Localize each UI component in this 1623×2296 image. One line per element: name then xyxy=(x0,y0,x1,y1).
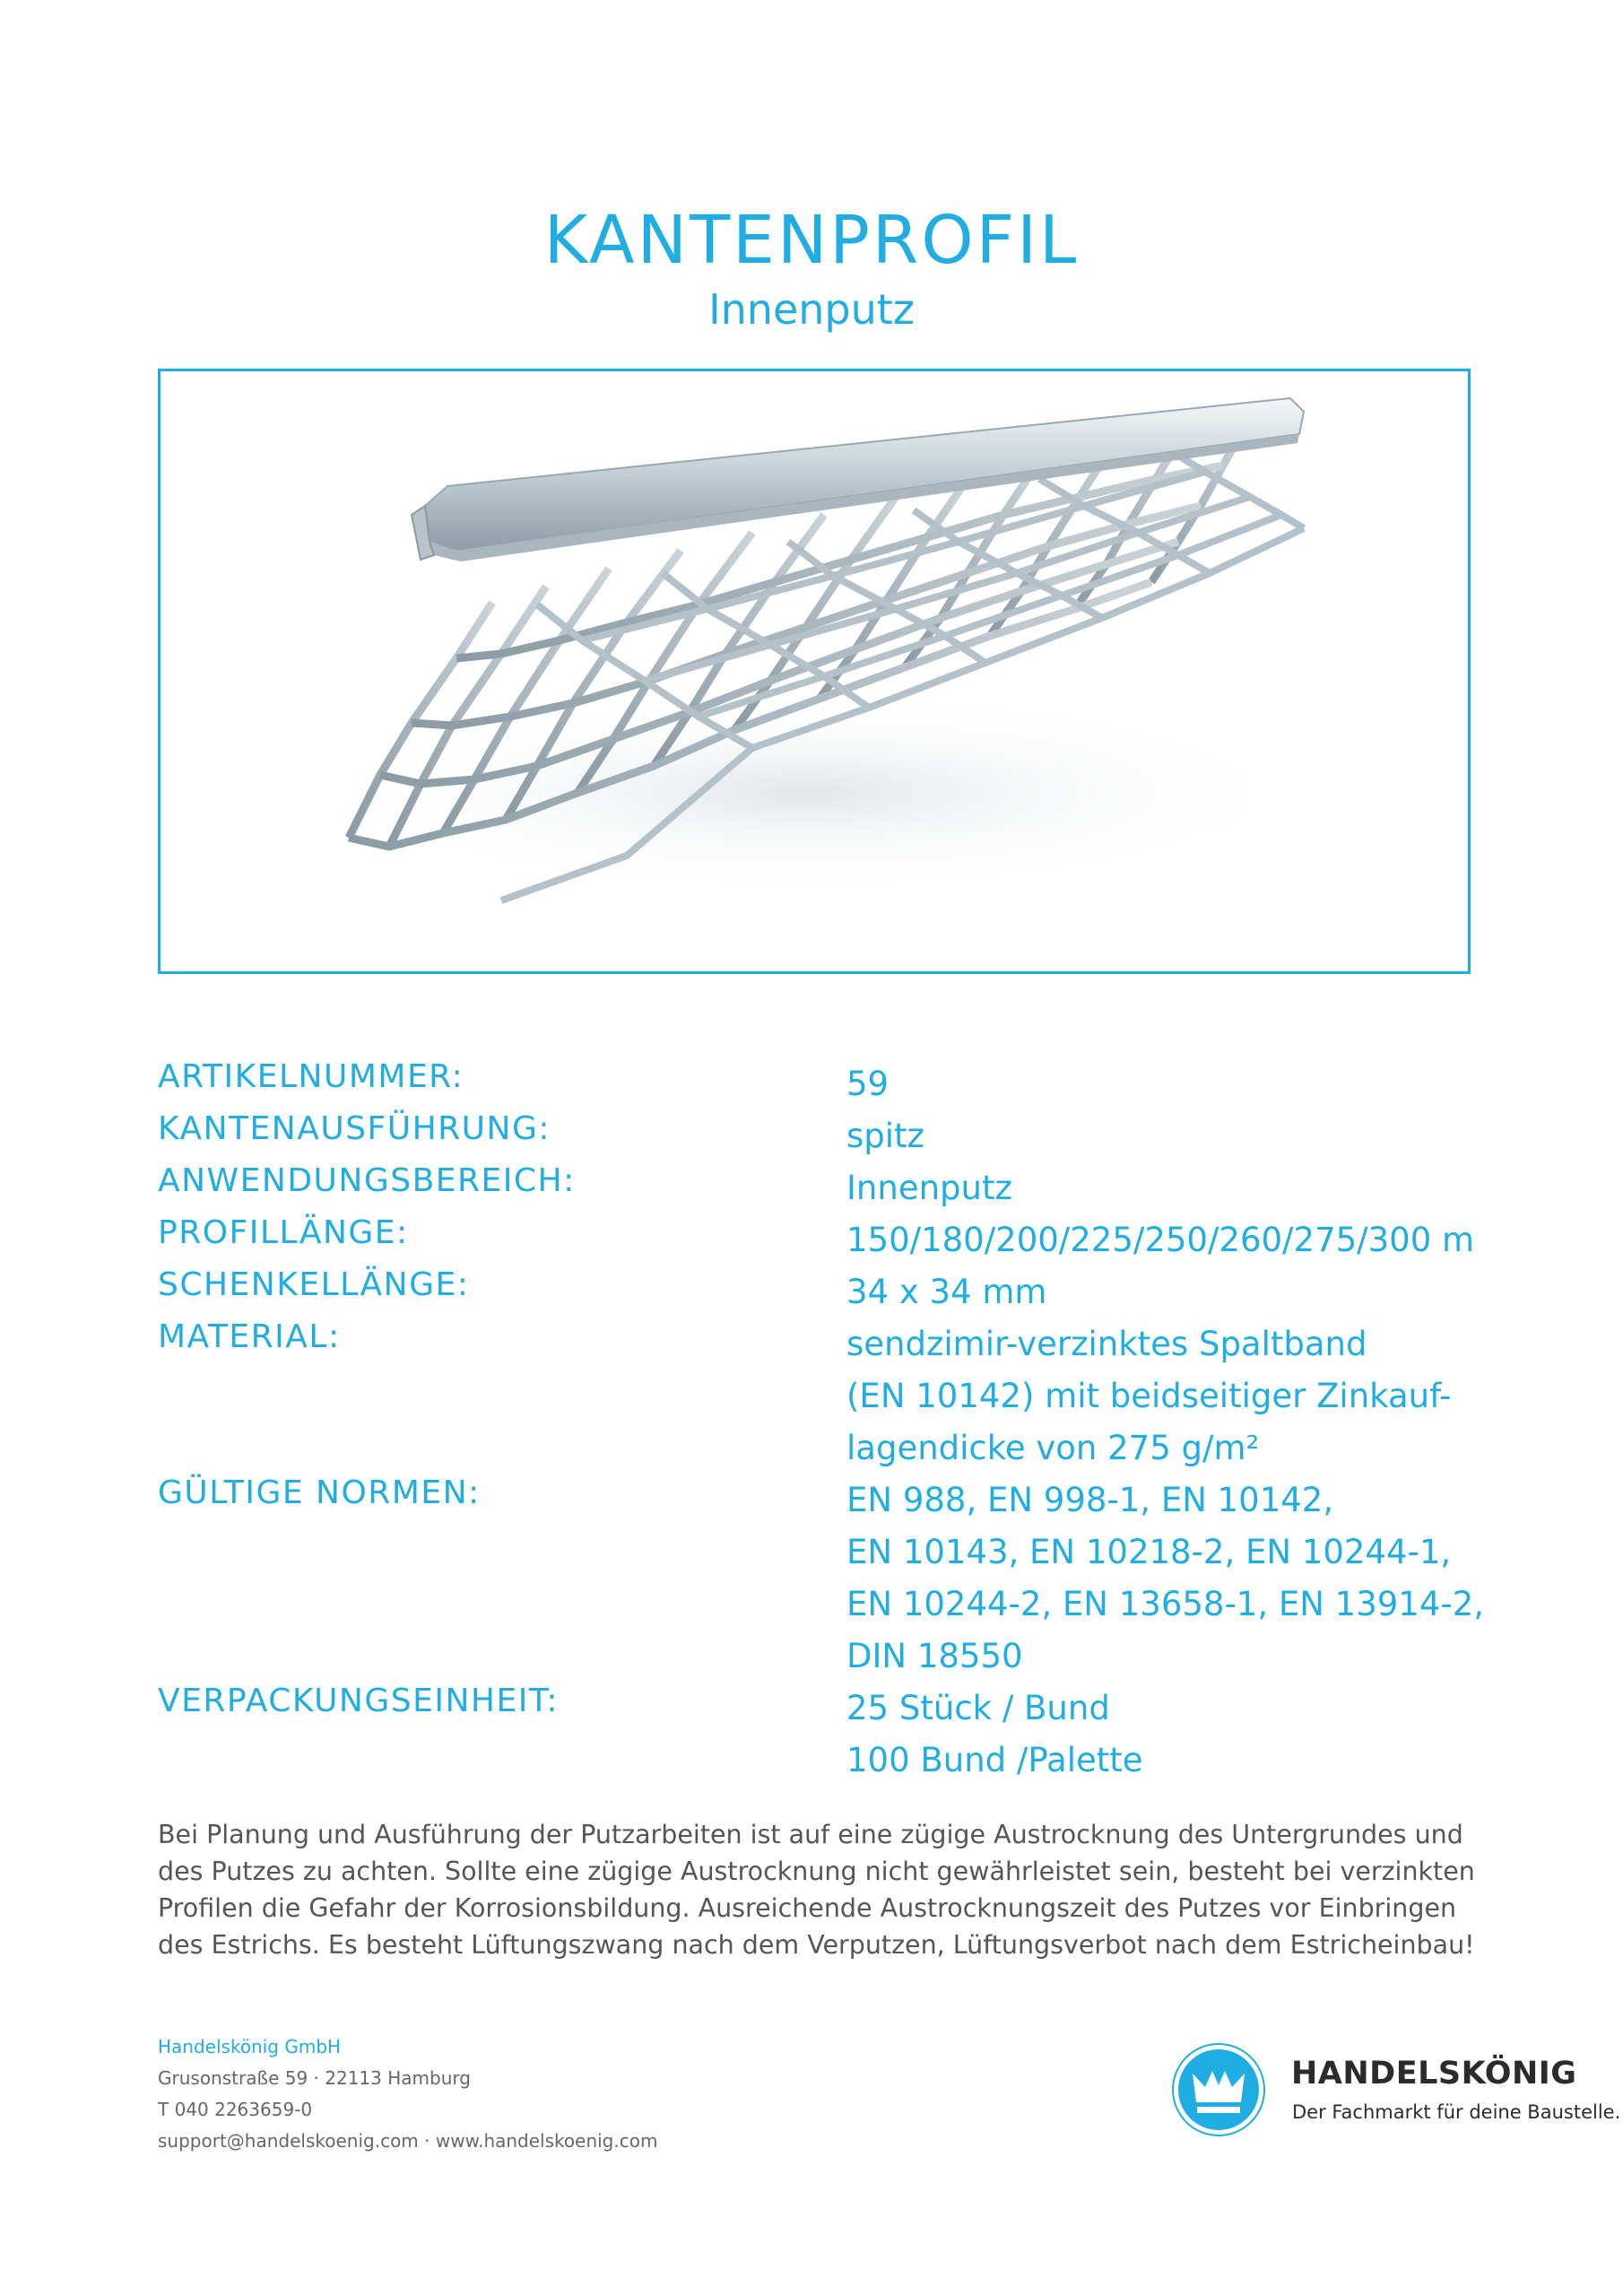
spec-row-anwendungsbereich xyxy=(158,1162,1476,1214)
spec-label: PROFILLÄNGE: xyxy=(158,1214,409,1251)
spec-label: ANWENDUNGSBEREICH: xyxy=(158,1162,576,1199)
spec-values xyxy=(846,1110,1474,1162)
footer-phone: T 040 2263659-0 xyxy=(158,2099,313,2120)
spec-row-profillaenge xyxy=(158,1214,1476,1266)
spec-label: SCHENKELLÄNGE: xyxy=(158,1266,470,1303)
spec-value: 100 Bund /Palette xyxy=(846,1741,1143,1779)
spec-value: (EN 10142) mit beidseitiger Zinkauf- xyxy=(846,1377,1452,1415)
spec-label: VERPACKUNGSEINHEIT: xyxy=(158,1683,559,1719)
spec-values xyxy=(846,1162,1474,1214)
spec-value: EN 10143, EN 10218-2, EN 10244-1, xyxy=(846,1533,1452,1571)
spec-value: 59 xyxy=(846,1065,890,1103)
spec-label: KANTENAUSFÜHRUNG: xyxy=(158,1110,551,1147)
spec-label: GÜLTIGE NORMEN: xyxy=(158,1474,481,1511)
spec-values xyxy=(846,1266,1474,1318)
spec-value: Innenputz xyxy=(846,1169,1012,1207)
spec-row-verpackungseinheit xyxy=(158,1683,1476,1787)
spec-row-schenkellaenge xyxy=(158,1266,1476,1318)
crown-icon xyxy=(1171,2042,1266,2137)
spec-label: ARTIKELNUMMER: xyxy=(158,1058,464,1095)
spec-value: 150/180/200/225/250/260/275/300 m xyxy=(846,1221,1475,1259)
spec-value: EN 10244-2, EN 13658-1, EN 13914-2, xyxy=(846,1585,1485,1623)
spec-values xyxy=(846,1058,1474,1110)
footer-contact: support@handelskoenig.com · www.handelskoenig.com xyxy=(158,2130,658,2152)
spec-value: 25 Stück / Bund xyxy=(846,1689,1110,1727)
spec-row-kantenausfuehrung xyxy=(158,1110,1476,1162)
footer-company: Handelskönig GmbH xyxy=(158,2036,342,2057)
spec-table xyxy=(158,1058,1485,1787)
spec-row-material xyxy=(158,1318,1476,1474)
spec-value: sendzimir-verzinktes Spaltband xyxy=(846,1325,1367,1363)
spec-label: MATERIAL: xyxy=(158,1318,341,1355)
logo-slogan: Der Fachmarkt für deine Baustelle. xyxy=(1292,2101,1621,2123)
spec-values xyxy=(846,1318,1474,1474)
spec-values xyxy=(846,1474,1485,1683)
spec-values xyxy=(846,1214,1474,1266)
spec-value: EN 988, EN 998-1, EN 10142, xyxy=(846,1481,1334,1519)
page-title: KANTENPROFIL xyxy=(543,202,1080,279)
spec-value: DIN 18550 xyxy=(846,1637,1023,1675)
drying-note: Bei Planung und Ausführung der Putzarbeiten ist auf eine zügige Austrocknung des Untergrundes und des Putzes zu achten. Sollte eine zügige Austrocknung nicht gewährleistet sein, besteht bei verzinkten Profilen die Gefahr der Korrosionsbildung. Ausreichende Austrocknungszeit des Putzes vor Einbringen des Estrichs. Es besteht Lüftungszwang nach dem Verputzen, Lüftungsverbot nach dem Estricheinbau! xyxy=(158,1820,1475,1960)
product-photo xyxy=(161,371,1471,974)
page-subtitle: Innenputz xyxy=(708,285,915,334)
footer-address: Grusonstraße 59 · 22113 Hamburg xyxy=(158,2067,471,2089)
spec-value: lagendicke von 275 g/m² xyxy=(846,1429,1260,1467)
product-image-frame xyxy=(158,369,1471,974)
spec-value: 34 x 34 mm xyxy=(846,1273,1047,1311)
spec-values xyxy=(846,1683,1474,1787)
spec-value: spitz xyxy=(846,1117,924,1155)
logo-name: HANDELSKÖNIG xyxy=(1291,2056,1577,2092)
spec-row-normen xyxy=(158,1474,1485,1683)
spec-row-artikelnummer xyxy=(158,1058,1476,1110)
